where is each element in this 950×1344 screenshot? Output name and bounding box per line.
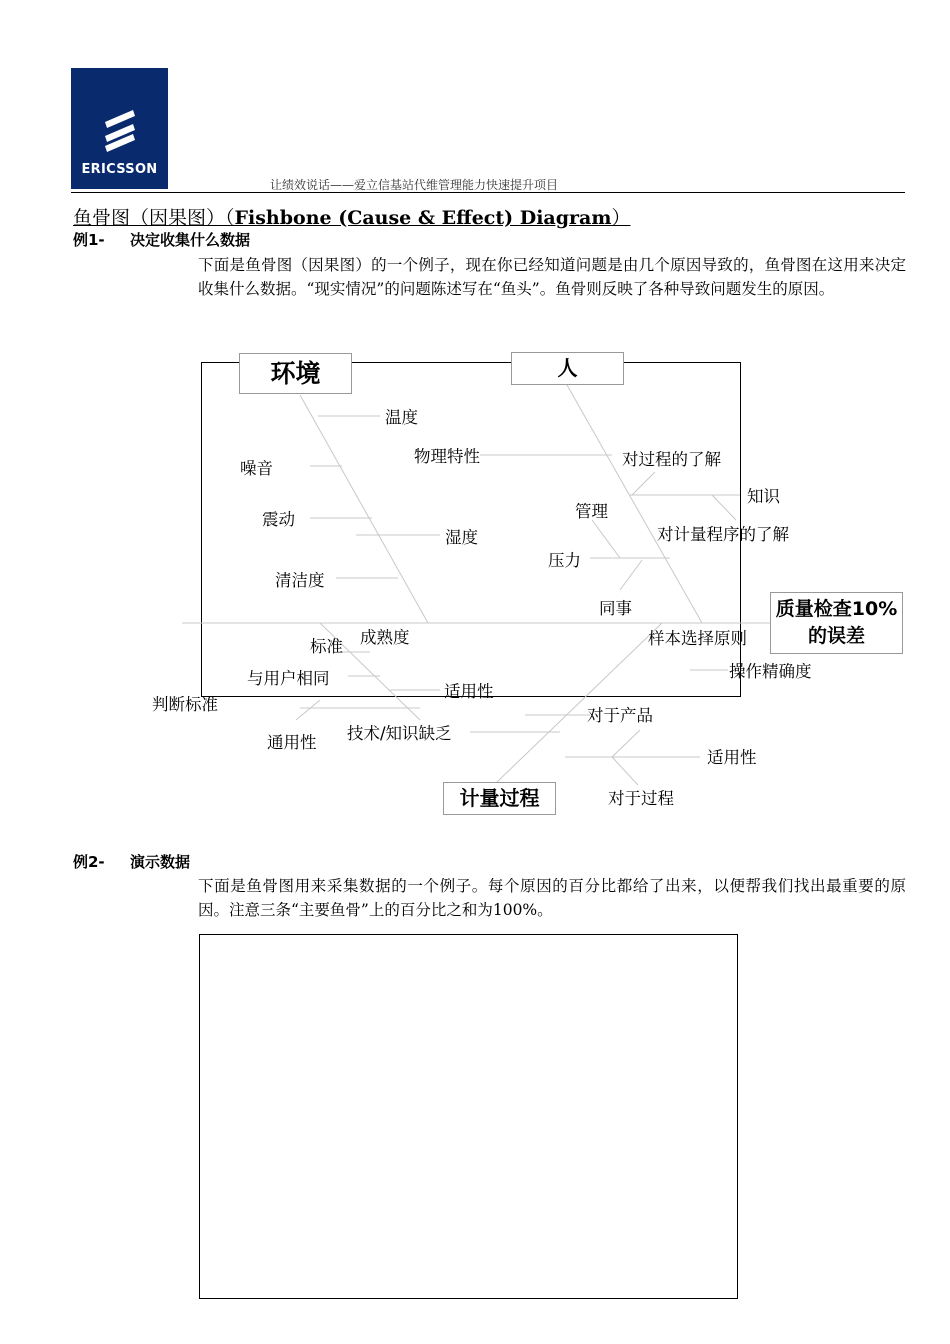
category-environment: 环境	[239, 353, 352, 394]
label-cleanliness: 清洁度	[275, 571, 325, 590]
head-line1: 质量检查10%	[775, 598, 898, 620]
title-en: Fishbone (Cause & Effect) Diagram	[234, 207, 612, 229]
label-colleague: 同事	[599, 599, 632, 618]
example2-label: 例2-	[73, 853, 105, 871]
label-knowledge: 知识	[747, 487, 780, 506]
title-close: ）	[611, 207, 631, 229]
category-measurement: 计量过程	[443, 782, 556, 815]
label-process-knowledge: 对过程的了解	[622, 450, 721, 469]
example2-paragraph: 下面是鱼骨图用来采集数据的一个例子。每个原因的百分比都给了出来，以便帮我们找出最重要的原因。注意三条“主要鱼骨”上的百分比之和为100%。	[198, 877, 906, 919]
label-maturity: 成熟度	[360, 628, 410, 647]
example1-paragraph: 下面是鱼骨图（因果图）的一个例子，现在你已经知道问题是由几个原因导致的，鱼骨图在这用来决定收集什么数据。“现实情况”的问题陈述写在“鱼头”。鱼骨则反映了各种导致问题发生的原因。	[198, 256, 906, 298]
example2-figure-frame	[199, 934, 738, 1299]
label-applicability-2: 适用性	[707, 748, 757, 767]
header-project-text: 让绩效说话——爱立信基站代维管理能力快速提升项目	[270, 178, 559, 192]
label-temperature: 温度	[385, 408, 418, 427]
category-people: 人	[511, 352, 624, 385]
example2-heading: 演示数据	[130, 853, 191, 871]
label-noise: 噪音	[240, 459, 273, 478]
label-for-product: 对于产品	[587, 706, 653, 725]
label-physical: 物理特性	[414, 447, 480, 466]
head-line2: 的误差	[807, 625, 865, 647]
fishbone-head	[770, 592, 903, 654]
label-pressure: 压力	[548, 551, 581, 570]
label-user-same: 与用户相同	[247, 669, 330, 688]
label-humidity: 湿度	[445, 528, 478, 547]
label-general: 通用性	[267, 733, 317, 752]
logo-wordmark: ERICSSON	[81, 162, 158, 177]
label-standard: 标准	[310, 637, 343, 656]
label-tech-gap: 技术/知识缺乏	[347, 724, 452, 743]
label-vibration: 震动	[262, 510, 295, 529]
label-measure-program: 对计量程序的了解	[657, 525, 789, 544]
label-applicability-1: 适用性	[444, 682, 494, 701]
example1-heading: 决定收集什么数据	[130, 231, 251, 249]
label-precision: 操作精确度	[729, 662, 812, 681]
example1-label: 例1-	[73, 231, 105, 249]
label-judgment: 判断标准	[152, 695, 218, 714]
label-management: 管理	[575, 502, 608, 521]
label-for-process: 对于过程	[608, 789, 674, 808]
label-sampling: 样本选择原则	[648, 629, 747, 648]
title-cn: 鱼骨图（因果图）（	[73, 207, 235, 229]
